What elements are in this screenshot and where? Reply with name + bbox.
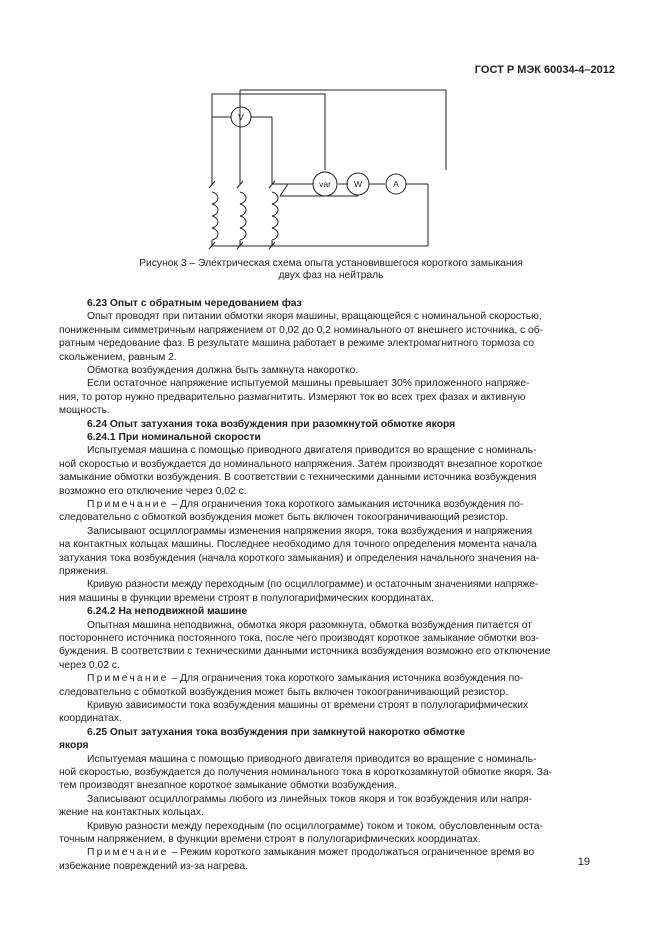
caption-line: двух фаз на нейтраль	[278, 270, 384, 281]
text-line	[87, 365, 609, 377]
line-text: – Для ограничения тока короткого замыкания источника возбуждения по-	[168, 499, 524, 510]
line-text: Испытуемая машина с помощью приводного двигателя приводится во вращение с номиналь-	[87, 445, 537, 457]
coil-2	[240, 192, 246, 240]
line-text: пониженным симметричным напряжением от 0,02 до 0,2 номинального от внешнего источника, с об-	[59, 324, 544, 336]
text-line	[87, 579, 609, 591]
text-line	[87, 794, 609, 806]
line-text: мощность.	[59, 405, 110, 417]
text-line	[59, 807, 581, 819]
text-line	[59, 352, 581, 364]
text-line	[59, 767, 581, 779]
line-text: Записывают осциллограммы изменения напряжения якоря, тока возбуждения и напряжения	[87, 525, 533, 537]
text-line	[59, 405, 581, 417]
line-text: замыкание обмотки возбуждения. В соответствии с техническими данными источника возбуждения	[59, 472, 537, 484]
text-line	[87, 700, 609, 712]
text-line	[59, 633, 581, 645]
line-text: 6.24.1 При номинальной скорости	[87, 432, 261, 443]
text-line	[59, 713, 581, 725]
line-text: ной скоростью и возбуждается до номинального напряжения. Затем производят внезапное короткое	[59, 458, 543, 470]
text-line	[87, 378, 609, 390]
line-text: жение на контактных кольцах.	[59, 807, 204, 819]
wire-top	[212, 94, 325, 184]
line-text: Обмотка возбуждения должна быть замкнута накоротко.	[87, 365, 359, 376]
text-line	[59, 338, 581, 350]
text-line	[59, 392, 581, 404]
line-text: – Для ограничения тока короткого замыкания источника возбуждения по-	[168, 673, 524, 685]
line-text: Опытная машина неподвижна, обмотка якоря разомкнута, обмотка возбуждения питается от	[87, 619, 532, 631]
text-line	[59, 325, 581, 337]
line-text: на контактных кольцах машины. Последнее необходимо для точного определения момента начала	[59, 539, 537, 551]
line-text: пряжения.	[59, 566, 109, 577]
text-line	[87, 445, 609, 457]
section-heading	[87, 419, 609, 431]
text-line	[87, 311, 609, 323]
text-line	[59, 861, 581, 873]
line-text: ния, то ротор нужно предварительно размагнитить. Измеряют ток во всех трех фазах и активную	[59, 391, 526, 403]
text-line	[87, 821, 609, 833]
line-text: буждения. В соответствии с техническими данными источника возбуждения возможно его отключение	[59, 646, 551, 658]
line-text: 6.24 Опыт затухания тока возбуждения при разомкнутой обмотке якоря	[87, 418, 456, 430]
caption-line: Рисунок 3 – Электрическая схема опыта установившегося короткого замыкания	[139, 258, 523, 269]
document-header: ГОСТ Р МЭК 60034-4–2012	[474, 64, 615, 76]
page-number: 19	[577, 856, 590, 868]
line-text: избежание повреждений из-за нагрева.	[59, 860, 248, 872]
section-heading	[87, 298, 609, 310]
line-text: тем производят внезапное короткое замыкание обмотки возбуждения.	[59, 780, 397, 792]
note-label: Примечание	[87, 847, 169, 859]
line-text: ратным чередование фаз. В результате машина работает в режиме электромагнитного тормоза со	[59, 338, 535, 350]
text-line	[87, 526, 609, 538]
section-heading	[59, 740, 581, 752]
section-heading	[87, 727, 609, 739]
text-line	[59, 660, 581, 672]
text-line	[59, 566, 581, 578]
line-text: затухания тока возбуждения (начала короткого замыкания) и определения начального значения на-	[59, 552, 540, 564]
line-text: координатах.	[59, 713, 122, 725]
line-text: скольжением, равным 2.	[59, 351, 177, 363]
circuit-diagram	[180, 84, 480, 258]
line-text: ния машины в функции времени строят в полулогарифмических координатах.	[59, 592, 435, 604]
line-text: постороннего источника постоянного тока, после чего производят короткое замыкание обмотки воз-	[59, 633, 539, 644]
line-text: – Режим короткого замыкания может продолжаться ограниченное время во	[168, 847, 535, 859]
voltmeter-label: V	[238, 112, 244, 122]
text-line	[59, 593, 581, 605]
varmeter-label: var	[319, 179, 331, 189]
line-text: Кривую разности между переходным (по осциллограмме) током и током, обусловленным оста-	[87, 820, 543, 832]
line-text: точным напряжением, в функции времени строят в полулогарифмических координатах.	[59, 834, 481, 845]
line-text: 6.23 Опыт с обратным чередованием фаз	[87, 298, 302, 309]
line-text: 6.24.2 На неподвижной машине	[87, 606, 248, 618]
line-text: ной скоростью, возбуждается до получения номинального тока в короткозамкнутой обмотке якоря. За-	[59, 767, 553, 778]
text-line	[87, 499, 609, 511]
wattmeter-label: W	[353, 179, 363, 189]
text-line	[59, 486, 581, 498]
line-text: через 0,02 с.	[59, 659, 120, 671]
coil-3	[272, 192, 278, 240]
line-text: Кривую разности между переходным (по осциллограмме) и остаточным значениями напряже-	[87, 579, 539, 591]
section-heading	[87, 606, 609, 618]
text-line	[59, 472, 581, 484]
text-line	[59, 687, 581, 699]
ammeter-label: A	[393, 179, 399, 189]
coil-1	[212, 192, 218, 240]
line-text: Если остаточное напряжение испытуемой машины превышает 30% приложенного напряже-	[87, 378, 530, 390]
text-line	[87, 673, 609, 685]
section-heading	[87, 432, 609, 444]
text-line	[87, 620, 609, 632]
line-text: Опыт проводят при питании обмотки якоря машины, вращающейся с номинальной скоростью,	[87, 311, 542, 323]
text-line	[59, 834, 581, 846]
note-label: Примечание	[87, 673, 169, 685]
text-line	[59, 780, 581, 792]
line-text: Записывают осциллограммы любого из линейных токов якоря и ток возбуждения или напря-	[87, 793, 533, 805]
line-text: Испытуемая машина с помощью приводного двигателя приводится во вращение с номиналь-	[87, 753, 537, 765]
text-line	[87, 847, 609, 859]
line-text: возможно его отключение через 0,02 с.	[59, 485, 247, 497]
text-line	[87, 754, 609, 766]
note-label: Примечание	[87, 499, 169, 510]
line-text: якоря	[59, 740, 89, 752]
figure-caption	[86, 258, 576, 282]
text-line	[59, 459, 581, 471]
text-line	[59, 646, 581, 658]
line-text: следовательно с обмоткой возбуждения может быть включен токоограничивающий резистор.	[59, 686, 509, 698]
text-line	[59, 539, 581, 551]
line-text: 6.25 Опыт затухания тока возбуждения при замкнутой накоротко обмотке	[87, 726, 466, 738]
line-text: Кривую зависимости тока возбуждения машины от времени строят в полулогарифмических	[87, 700, 529, 711]
text-line	[59, 512, 581, 524]
line-text: следовательно с обмоткой возбуждения может быть включен токоограничивающий резистор.	[59, 512, 509, 524]
text-line	[59, 553, 581, 565]
